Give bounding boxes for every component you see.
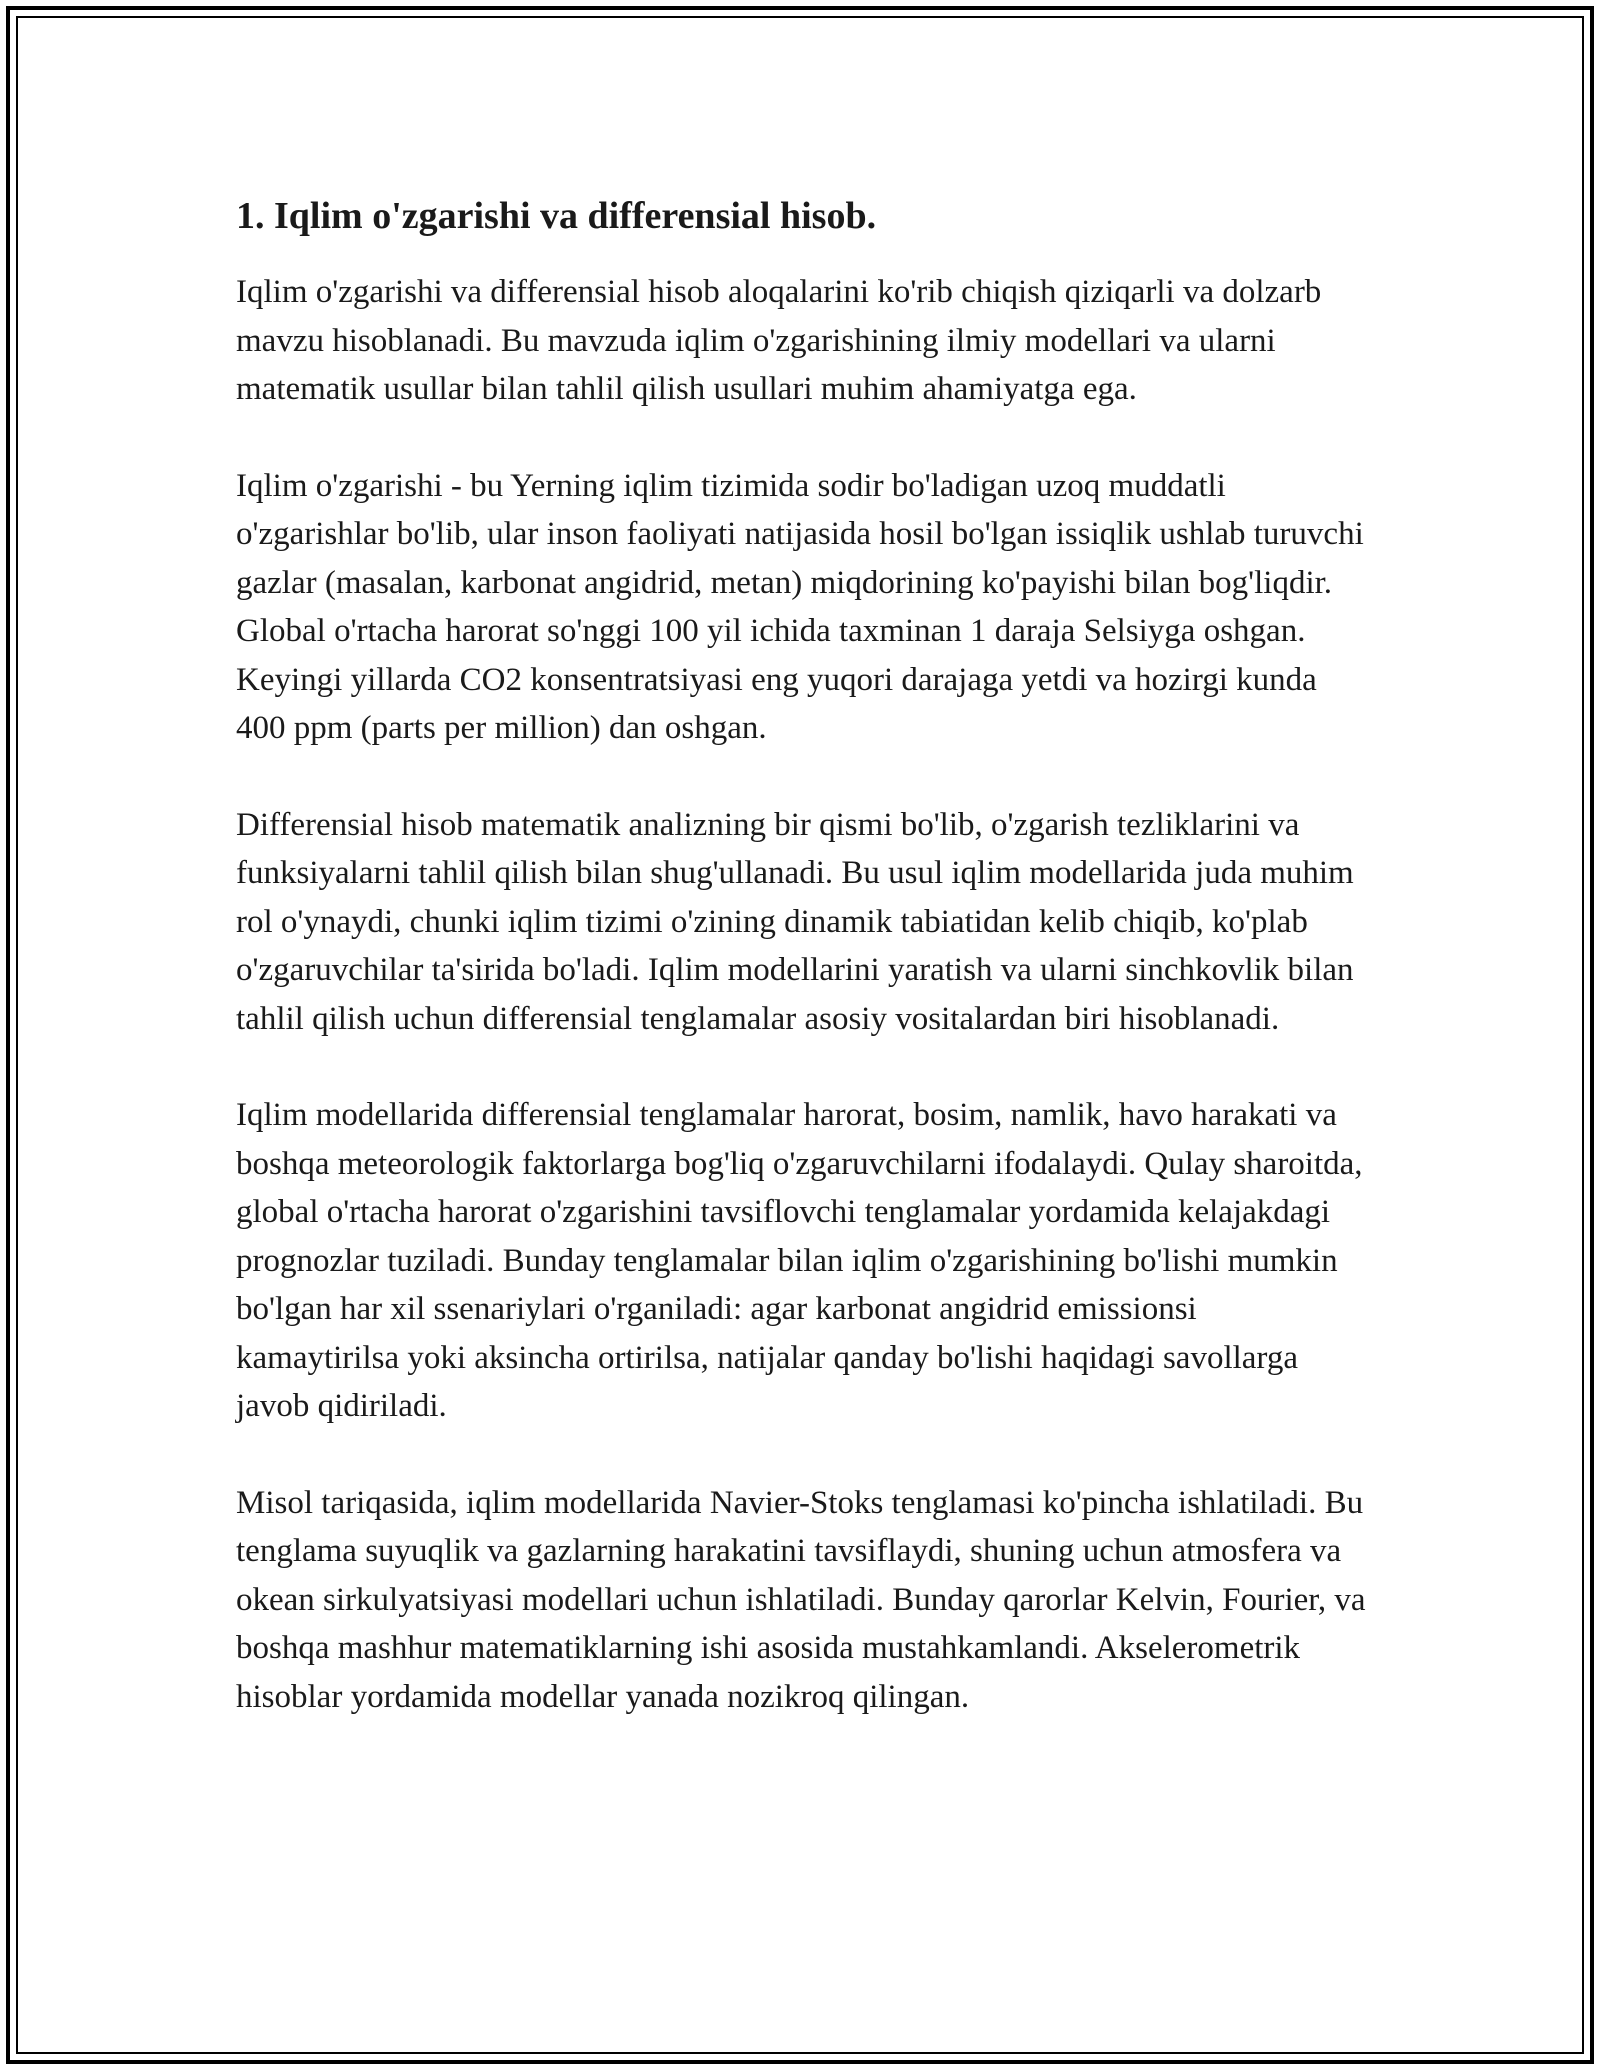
- section-heading: 1. Iqlim o'zgarishi va differensial hisob.: [236, 195, 877, 237]
- paragraph-intro: Iqlim o'zgarishi va differensial hisob aloqalarini ko'rib chiqish qiziqarli va dolzarb mavzu hisoblanadi. Bu mavzuda iqlim o'zgarishining ilmiy modellari va ularni matematik usullar bilan tahlil qilish usullari muhim ahamiyatga ega.: [236, 274, 1322, 407]
- paragraph-navier-stokes: Misol tariqasida, iqlim modellarida Navier-Stoks tenglamasi ko'pincha ishlatiladi. Bu tenglama suyuqlik va gazlarning harakatini tavsiflaydi, shuning uchun atmosfera va okean sirkulyatsiyasi modellari uchun ishlatiladi. Bunday qarorlar Kelvin, Fourier, va boshqa mashhur matematiklarning ishi asosida mustahkamlandi. Akselerometrik hisoblar yordamida modellar yanada nozikroq qilingan.: [236, 1484, 1366, 1715]
- document-body: [236, 190, 1366, 1769]
- paragraph-climate-change: Iqlim o'zgarishi - bu Yerning iqlim tizimida sodir bo'ladigan uzoq muddatli o'zgarishlar bo'lib, ular inson faoliyati natijasida hosil bo'lgan issiqlik ushlab turuvchi gazlar (masalan, karbonat angidrid, metan) miqdorining ko'payishi bilan bog'liqdir. Global o'rtacha harorat so'nggi 100 yil ichida taxminan 1 daraja Selsiyga oshgan. Keyingi yillarda CO2 konsentratsiyasi eng yuqori darajaga yetdi va hozirgi kunda 400 ppm (parts per million) dan oshgan.: [236, 467, 1364, 746]
- paragraph-differential-calculus: Differensial hisob matematik analizning bir qismi bo'lib, o'zgarish tezliklarini va funksiyalarni tahlil qilish bilan shug'ullanadi. Bu usul iqlim modellarida juda muhim rol o'ynaydi, chunki iqlim tizimi o'zining dinamik tabiatidan kelib chiqib, ko'plab o'zgaruvchilar ta'sirida bo'ladi. Iqlim modellarini yaratish va ularni sinchkovlik bilan tahlil qilish uchun differensial tenglamalar asosiy vositalardan biri hisoblanadi.: [236, 806, 1354, 1037]
- paragraph-climate-models: Iqlim modellarida differensial tenglamalar harorat, bosim, namlik, havo harakati va boshqa meteorologik faktorlarga bog'liq o'zgaruvchilarni ifodalaydi. Qulay sharoitda, global o'rtacha harorat o'zgarishini tavsiflovchi tenglamalar yordamida kelajakdagi prognozlar tuziladi. Bunday tenglamalar bilan iqlim o'zgarishining bo'lishi mumkin bo'lgan har xil ssenariylari o'rganiladi: agar karbonat angidrid emissionsi kamaytirilsa yoki aksincha ortirilsa, natijalar qanday bo'lishi haqidagi savollarga javob qidiriladi.: [236, 1097, 1363, 1424]
